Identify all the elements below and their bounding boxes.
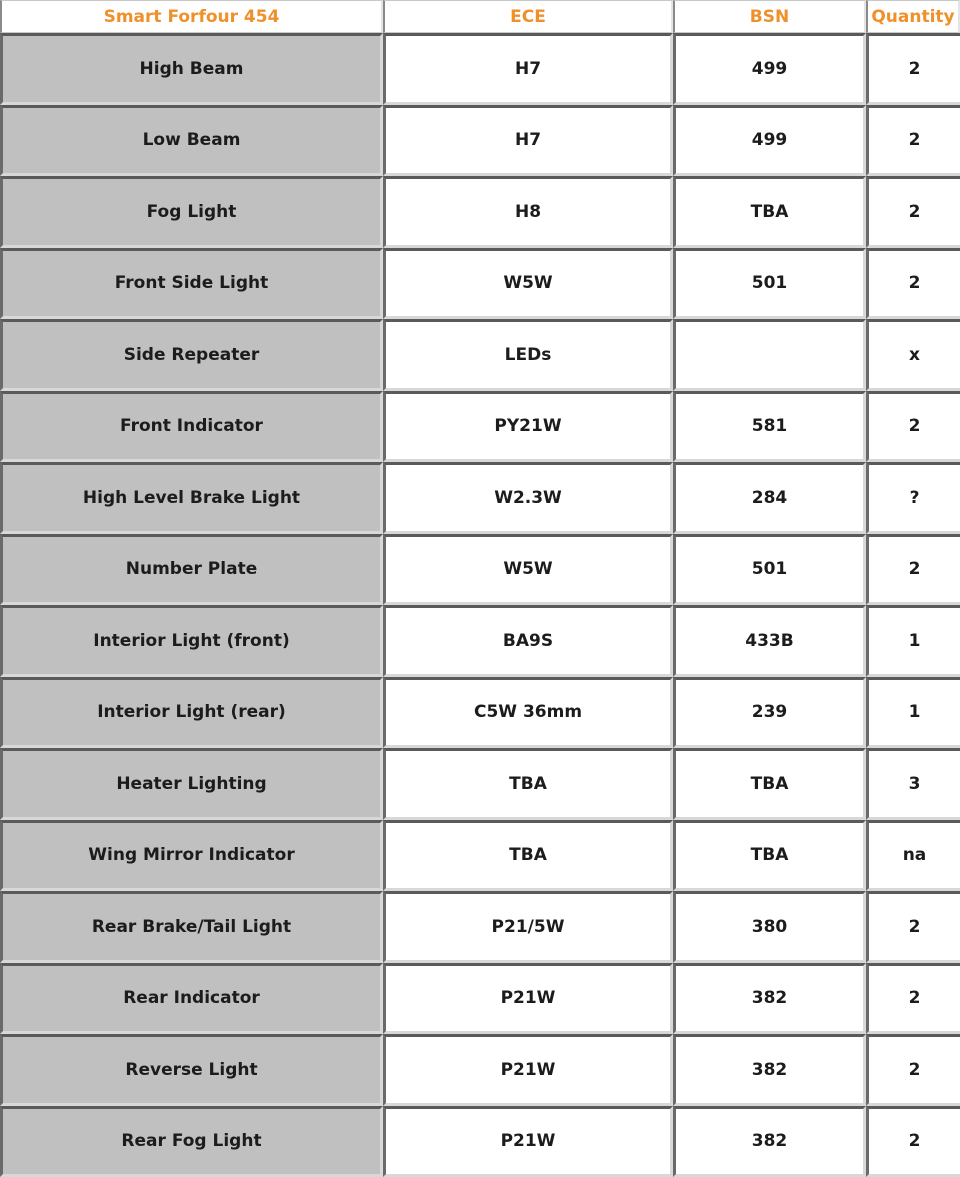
table-row	[0, 248, 960, 320]
bsn-cell: 499	[673, 33, 866, 105]
position-cell: Interior Light (rear)	[0, 677, 383, 749]
position-cell: Side Repeater	[0, 319, 383, 391]
quantity-cell: 2	[866, 33, 960, 105]
ece-cell: TBA	[383, 748, 673, 820]
ece-cell: H7	[383, 105, 673, 177]
position-cell: High Level Brake Light	[0, 462, 383, 534]
bsn-cell: 382	[673, 1106, 866, 1177]
table-row	[0, 462, 960, 534]
bsn-cell: 382	[673, 1034, 866, 1106]
table-row	[0, 105, 960, 177]
ece-cell: W2.3W	[383, 462, 673, 534]
table-body	[0, 33, 960, 1177]
position-cell: Interior Light (front)	[0, 605, 383, 677]
quantity-cell: x	[866, 319, 960, 391]
ece-cell: TBA	[383, 820, 673, 892]
position-cell: Wing Mirror Indicator	[0, 820, 383, 892]
table-header	[0, 0, 960, 33]
position-cell: Number Plate	[0, 534, 383, 606]
bsn-cell: TBA	[673, 748, 866, 820]
bsn-cell	[673, 319, 866, 391]
quantity-cell: 2	[866, 1106, 960, 1177]
table-row	[0, 33, 960, 105]
quantity-cell: 2	[866, 391, 960, 463]
table-row	[0, 176, 960, 248]
table-row	[0, 748, 960, 820]
header-bsn: BSN	[673, 0, 866, 33]
ece-cell: LEDs	[383, 319, 673, 391]
bsn-cell: 581	[673, 391, 866, 463]
table-row	[0, 677, 960, 749]
quantity-cell: 2	[866, 248, 960, 320]
quantity-cell: 1	[866, 677, 960, 749]
header-quantity: Quantity	[866, 0, 960, 33]
bsn-cell: 501	[673, 534, 866, 606]
bsn-cell: 284	[673, 462, 866, 534]
bsn-cell: 239	[673, 677, 866, 749]
ece-cell: H8	[383, 176, 673, 248]
ece-cell: P21/5W	[383, 891, 673, 963]
header-ece: ECE	[383, 0, 673, 33]
bsn-cell: TBA	[673, 820, 866, 892]
ece-cell: W5W	[383, 248, 673, 320]
table-row	[0, 534, 960, 606]
position-cell: Low Beam	[0, 105, 383, 177]
table-row	[0, 1106, 960, 1177]
position-cell: Rear Indicator	[0, 963, 383, 1035]
ece-cell: P21W	[383, 1034, 673, 1106]
position-cell: High Beam	[0, 33, 383, 105]
quantity-cell: 2	[866, 1034, 960, 1106]
bsn-cell: 433B	[673, 605, 866, 677]
position-cell: Front Side Light	[0, 248, 383, 320]
position-cell: Heater Lighting	[0, 748, 383, 820]
bsn-cell: 380	[673, 891, 866, 963]
ece-cell: P21W	[383, 963, 673, 1035]
ece-cell: P21W	[383, 1106, 673, 1177]
table-row	[0, 1034, 960, 1106]
quantity-cell: 3	[866, 748, 960, 820]
table-row	[0, 891, 960, 963]
quantity-cell: na	[866, 820, 960, 892]
position-cell: Rear Brake/Tail Light	[0, 891, 383, 963]
header-row	[0, 0, 960, 33]
ece-cell: H7	[383, 33, 673, 105]
quantity-cell: 1	[866, 605, 960, 677]
ece-cell: C5W 36mm	[383, 677, 673, 749]
quantity-cell: 2	[866, 105, 960, 177]
table-row	[0, 605, 960, 677]
position-cell: Fog Light	[0, 176, 383, 248]
table-row	[0, 963, 960, 1035]
table-row	[0, 391, 960, 463]
header-vehicle: Smart Forfour 454	[0, 0, 383, 33]
ece-cell: BA9S	[383, 605, 673, 677]
bsn-cell: 501	[673, 248, 866, 320]
position-cell: Reverse Light	[0, 1034, 383, 1106]
position-cell: Front Indicator	[0, 391, 383, 463]
quantity-cell: 2	[866, 891, 960, 963]
table-row	[0, 820, 960, 892]
table-row	[0, 319, 960, 391]
quantity-cell: 2	[866, 963, 960, 1035]
quantity-cell: 2	[866, 534, 960, 606]
bsn-cell: TBA	[673, 176, 866, 248]
quantity-cell: 2	[866, 176, 960, 248]
bsn-cell: 499	[673, 105, 866, 177]
ece-cell: W5W	[383, 534, 673, 606]
position-cell: Rear Fog Light	[0, 1106, 383, 1177]
bsn-cell: 382	[673, 963, 866, 1035]
quantity-cell: ?	[866, 462, 960, 534]
ece-cell: PY21W	[383, 391, 673, 463]
